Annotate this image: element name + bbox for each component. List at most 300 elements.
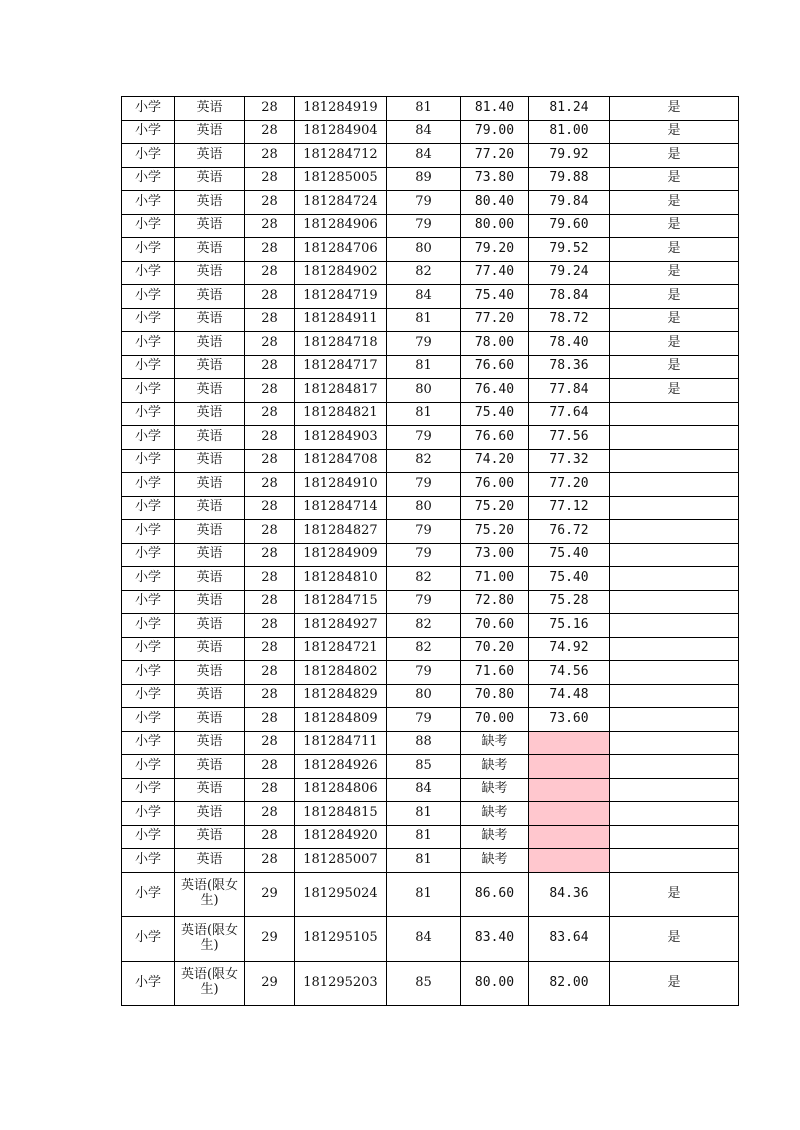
exam-id-cell: 181284902 (295, 261, 387, 285)
position-code-cell: 28 (245, 308, 295, 332)
written-score-cell: 84 (387, 120, 461, 144)
qualified-cell (610, 731, 739, 755)
position-code-cell: 28 (245, 214, 295, 238)
table-row (122, 567, 739, 591)
table-row (122, 355, 739, 379)
interview-score-cell: 75.20 (461, 496, 529, 520)
exam-id-cell: 181284821 (295, 402, 387, 426)
exam-id-cell: 181284802 (295, 661, 387, 685)
interview-score-cell: 77.40 (461, 261, 529, 285)
table-row (122, 308, 739, 332)
total-score-cell: 77.32 (529, 449, 610, 473)
table-row (122, 637, 739, 661)
position-code-cell: 28 (245, 661, 295, 685)
interview-score-cell: 79.20 (461, 238, 529, 262)
interview-score-cell: 71.60 (461, 661, 529, 685)
interview-score-cell: 缺考 (461, 755, 529, 779)
written-score-cell: 81 (387, 402, 461, 426)
subject-cell: 英语 (175, 120, 245, 144)
exam-id-cell: 181284817 (295, 379, 387, 403)
qualified-cell: 是 (610, 120, 739, 144)
interview-score-cell: 76.00 (461, 473, 529, 497)
qualified-cell: 是 (610, 379, 739, 403)
interview-score-cell: 70.00 (461, 708, 529, 732)
qualified-cell (610, 449, 739, 473)
table-row (122, 849, 739, 873)
total-score-cell: 79.92 (529, 144, 610, 168)
total-score-cell: 79.84 (529, 191, 610, 215)
qualified-cell (610, 520, 739, 544)
table-row (122, 872, 739, 917)
exam-id-cell: 181285007 (295, 849, 387, 873)
table-row (122, 802, 739, 826)
total-score-cell: 77.12 (529, 496, 610, 520)
table-row (122, 590, 739, 614)
subject-cell: 英语 (175, 684, 245, 708)
written-score-cell: 79 (387, 214, 461, 238)
interview-score-cell: 70.60 (461, 614, 529, 638)
level-cell: 小学 (122, 825, 175, 849)
total-score-cell: 79.24 (529, 261, 610, 285)
written-score-cell: 80 (387, 379, 461, 403)
written-score-cell: 80 (387, 238, 461, 262)
total-score-cell: 78.84 (529, 285, 610, 309)
level-cell: 小学 (122, 167, 175, 191)
interview-score-cell: 71.00 (461, 567, 529, 591)
position-code-cell: 28 (245, 449, 295, 473)
table-row (122, 614, 739, 638)
subject-cell: 英语 (175, 520, 245, 544)
exam-id-cell: 181295024 (295, 872, 387, 917)
exam-id-cell: 181284827 (295, 520, 387, 544)
written-score-cell: 81 (387, 308, 461, 332)
qualified-cell (610, 778, 739, 802)
table-row (122, 755, 739, 779)
interview-score-cell: 75.40 (461, 402, 529, 426)
table-row (122, 731, 739, 755)
subject-cell: 英语 (175, 308, 245, 332)
level-cell: 小学 (122, 731, 175, 755)
written-score-cell: 79 (387, 191, 461, 215)
subject-cell: 英语 (175, 543, 245, 567)
exam-id-cell: 181284920 (295, 825, 387, 849)
table-row (122, 473, 739, 497)
position-code-cell: 28 (245, 332, 295, 356)
total-score-cell (529, 755, 610, 779)
qualified-cell: 是 (610, 285, 739, 309)
written-score-cell: 80 (387, 684, 461, 708)
qualified-cell: 是 (610, 144, 739, 168)
table-row (122, 449, 739, 473)
total-score-cell: 78.72 (529, 308, 610, 332)
written-score-cell: 85 (387, 961, 461, 1006)
table-row (122, 238, 739, 262)
written-score-cell: 79 (387, 332, 461, 356)
interview-score-cell: 80.00 (461, 961, 529, 1006)
qualified-cell (610, 402, 739, 426)
qualified-cell: 是 (610, 355, 739, 379)
exam-id-cell: 181284911 (295, 308, 387, 332)
exam-id-cell: 181284719 (295, 285, 387, 309)
table-row (122, 144, 739, 168)
subject-cell: 英语 (175, 191, 245, 215)
score-table (121, 96, 739, 1006)
interview-score-cell: 86.60 (461, 872, 529, 917)
qualified-cell: 是 (610, 167, 739, 191)
exam-id-cell: 181284708 (295, 449, 387, 473)
qualified-cell (610, 590, 739, 614)
position-code-cell: 28 (245, 731, 295, 755)
level-cell: 小学 (122, 97, 175, 121)
subject-cell: 英语 (175, 637, 245, 661)
total-score-cell: 75.28 (529, 590, 610, 614)
interview-score-cell: 73.80 (461, 167, 529, 191)
total-score-cell (529, 731, 610, 755)
qualified-cell (610, 614, 739, 638)
position-code-cell: 28 (245, 238, 295, 262)
subject-cell: 英语 (175, 849, 245, 873)
position-code-cell: 28 (245, 590, 295, 614)
written-score-cell: 81 (387, 825, 461, 849)
level-cell: 小学 (122, 238, 175, 262)
exam-id-cell: 181284711 (295, 731, 387, 755)
position-code-cell: 28 (245, 97, 295, 121)
interview-score-cell: 缺考 (461, 825, 529, 849)
level-cell: 小学 (122, 496, 175, 520)
interview-score-cell: 79.00 (461, 120, 529, 144)
exam-id-cell: 181295203 (295, 961, 387, 1006)
level-cell: 小学 (122, 849, 175, 873)
table-row (122, 426, 739, 450)
subject-cell: 英语 (175, 473, 245, 497)
level-cell: 小学 (122, 191, 175, 215)
position-code-cell: 28 (245, 261, 295, 285)
exam-id-cell: 181285005 (295, 167, 387, 191)
interview-score-cell: 缺考 (461, 802, 529, 826)
table-row (122, 120, 739, 144)
written-score-cell: 89 (387, 167, 461, 191)
written-score-cell: 84 (387, 144, 461, 168)
total-score-cell: 75.40 (529, 567, 610, 591)
exam-id-cell: 181284927 (295, 614, 387, 638)
qualified-cell (610, 708, 739, 732)
table-row (122, 661, 739, 685)
written-score-cell: 81 (387, 97, 461, 121)
qualified-cell (610, 637, 739, 661)
subject-cell: 英语 (175, 449, 245, 473)
written-score-cell: 81 (387, 849, 461, 873)
table-body (122, 97, 739, 1006)
position-code-cell: 28 (245, 191, 295, 215)
total-score-cell: 77.64 (529, 402, 610, 426)
qualified-cell (610, 567, 739, 591)
position-code-cell: 28 (245, 355, 295, 379)
level-cell: 小学 (122, 379, 175, 403)
written-score-cell: 82 (387, 637, 461, 661)
level-cell: 小学 (122, 449, 175, 473)
written-score-cell: 79 (387, 543, 461, 567)
exam-id-cell: 181284712 (295, 144, 387, 168)
written-score-cell: 85 (387, 755, 461, 779)
total-score-cell: 74.56 (529, 661, 610, 685)
table-row (122, 332, 739, 356)
total-score-cell: 78.36 (529, 355, 610, 379)
exam-id-cell: 181284910 (295, 473, 387, 497)
qualified-cell: 是 (610, 308, 739, 332)
subject-cell: 英语 (175, 261, 245, 285)
subject-cell: 英语 (175, 167, 245, 191)
level-cell: 小学 (122, 567, 175, 591)
interview-score-cell: 81.40 (461, 97, 529, 121)
written-score-cell: 82 (387, 261, 461, 285)
interview-score-cell: 83.40 (461, 917, 529, 962)
level-cell: 小学 (122, 708, 175, 732)
written-score-cell: 84 (387, 285, 461, 309)
subject-cell: 英语(限女生) (175, 872, 245, 917)
position-code-cell: 28 (245, 496, 295, 520)
subject-cell: 英语 (175, 238, 245, 262)
level-cell: 小学 (122, 661, 175, 685)
total-score-cell: 81.00 (529, 120, 610, 144)
written-score-cell: 79 (387, 590, 461, 614)
table-row (122, 97, 739, 121)
qualified-cell: 是 (610, 917, 739, 962)
level-cell: 小学 (122, 402, 175, 426)
position-code-cell: 28 (245, 708, 295, 732)
exam-id-cell: 181284809 (295, 708, 387, 732)
position-code-cell: 28 (245, 120, 295, 144)
subject-cell: 英语 (175, 285, 245, 309)
subject-cell: 英语 (175, 332, 245, 356)
total-score-cell: 77.84 (529, 379, 610, 403)
qualified-cell (610, 755, 739, 779)
exam-id-cell: 181284919 (295, 97, 387, 121)
written-score-cell: 82 (387, 614, 461, 638)
total-score-cell: 79.88 (529, 167, 610, 191)
position-code-cell: 28 (245, 285, 295, 309)
level-cell: 小学 (122, 543, 175, 567)
total-score-cell: 74.48 (529, 684, 610, 708)
exam-id-cell: 181284724 (295, 191, 387, 215)
level-cell: 小学 (122, 308, 175, 332)
written-score-cell: 79 (387, 426, 461, 450)
table-row (122, 778, 739, 802)
qualified-cell: 是 (610, 961, 739, 1006)
qualified-cell (610, 661, 739, 685)
table-row (122, 684, 739, 708)
qualified-cell (610, 849, 739, 873)
qualified-cell: 是 (610, 238, 739, 262)
interview-score-cell: 75.40 (461, 285, 529, 309)
written-score-cell: 84 (387, 917, 461, 962)
total-score-cell (529, 802, 610, 826)
exam-id-cell: 181284806 (295, 778, 387, 802)
subject-cell: 英语 (175, 802, 245, 826)
total-score-cell: 77.56 (529, 426, 610, 450)
position-code-cell: 28 (245, 520, 295, 544)
level-cell: 小学 (122, 426, 175, 450)
position-code-cell: 28 (245, 802, 295, 826)
qualified-cell (610, 496, 739, 520)
position-code-cell: 29 (245, 961, 295, 1006)
level-cell: 小学 (122, 872, 175, 917)
subject-cell: 英语 (175, 614, 245, 638)
level-cell: 小学 (122, 778, 175, 802)
total-score-cell (529, 849, 610, 873)
written-score-cell: 79 (387, 708, 461, 732)
written-score-cell: 80 (387, 496, 461, 520)
interview-score-cell: 77.20 (461, 144, 529, 168)
exam-id-cell: 181295105 (295, 917, 387, 962)
position-code-cell: 28 (245, 825, 295, 849)
written-score-cell: 79 (387, 661, 461, 685)
table-row (122, 285, 739, 309)
position-code-cell: 28 (245, 144, 295, 168)
subject-cell: 英语 (175, 590, 245, 614)
total-score-cell: 75.16 (529, 614, 610, 638)
position-code-cell: 29 (245, 917, 295, 962)
position-code-cell: 28 (245, 614, 295, 638)
interview-score-cell: 80.40 (461, 191, 529, 215)
interview-score-cell: 缺考 (461, 778, 529, 802)
position-code-cell: 28 (245, 849, 295, 873)
subject-cell: 英语 (175, 496, 245, 520)
exam-id-cell: 181284715 (295, 590, 387, 614)
written-score-cell: 82 (387, 567, 461, 591)
exam-id-cell: 181284903 (295, 426, 387, 450)
subject-cell: 英语 (175, 731, 245, 755)
level-cell: 小学 (122, 261, 175, 285)
interview-score-cell: 72.80 (461, 590, 529, 614)
total-score-cell: 73.60 (529, 708, 610, 732)
level-cell: 小学 (122, 614, 175, 638)
written-score-cell: 82 (387, 449, 461, 473)
exam-id-cell: 181284904 (295, 120, 387, 144)
total-score-cell: 82.00 (529, 961, 610, 1006)
total-score-cell: 75.40 (529, 543, 610, 567)
position-code-cell: 28 (245, 567, 295, 591)
qualified-cell (610, 825, 739, 849)
exam-id-cell: 181284717 (295, 355, 387, 379)
subject-cell: 英语 (175, 144, 245, 168)
total-score-cell: 79.52 (529, 238, 610, 262)
interview-score-cell: 73.00 (461, 543, 529, 567)
subject-cell: 英语 (175, 825, 245, 849)
position-code-cell: 28 (245, 684, 295, 708)
subject-cell: 英语(限女生) (175, 961, 245, 1006)
written-score-cell: 81 (387, 355, 461, 379)
subject-cell: 英语 (175, 355, 245, 379)
level-cell: 小学 (122, 520, 175, 544)
subject-cell: 英语 (175, 755, 245, 779)
total-score-cell: 77.20 (529, 473, 610, 497)
exam-id-cell: 181284718 (295, 332, 387, 356)
written-score-cell: 81 (387, 872, 461, 917)
qualified-cell: 是 (610, 872, 739, 917)
total-score-cell: 78.40 (529, 332, 610, 356)
position-code-cell: 28 (245, 755, 295, 779)
qualified-cell (610, 543, 739, 567)
written-score-cell: 84 (387, 778, 461, 802)
level-cell: 小学 (122, 917, 175, 962)
position-code-cell: 28 (245, 778, 295, 802)
interview-score-cell: 76.60 (461, 355, 529, 379)
interview-score-cell: 80.00 (461, 214, 529, 238)
written-score-cell: 79 (387, 520, 461, 544)
exam-id-cell: 181284815 (295, 802, 387, 826)
interview-score-cell: 76.40 (461, 379, 529, 403)
interview-score-cell: 74.20 (461, 449, 529, 473)
qualified-cell (610, 684, 739, 708)
exam-id-cell: 181284909 (295, 543, 387, 567)
table-row (122, 402, 739, 426)
exam-id-cell: 181284706 (295, 238, 387, 262)
level-cell: 小学 (122, 473, 175, 497)
exam-id-cell: 181284926 (295, 755, 387, 779)
level-cell: 小学 (122, 120, 175, 144)
interview-score-cell: 77.20 (461, 308, 529, 332)
level-cell: 小学 (122, 355, 175, 379)
interview-score-cell: 76.60 (461, 426, 529, 450)
qualified-cell: 是 (610, 214, 739, 238)
exam-id-cell: 181284829 (295, 684, 387, 708)
position-code-cell: 28 (245, 167, 295, 191)
exam-id-cell: 181284810 (295, 567, 387, 591)
qualified-cell: 是 (610, 97, 739, 121)
level-cell: 小学 (122, 590, 175, 614)
table-row (122, 825, 739, 849)
table-row (122, 917, 739, 962)
table-row (122, 543, 739, 567)
level-cell: 小学 (122, 802, 175, 826)
total-score-cell (529, 825, 610, 849)
level-cell: 小学 (122, 285, 175, 309)
total-score-cell: 81.24 (529, 97, 610, 121)
table-row (122, 520, 739, 544)
level-cell: 小学 (122, 332, 175, 356)
qualified-cell: 是 (610, 191, 739, 215)
qualified-cell (610, 426, 739, 450)
total-score-cell: 83.64 (529, 917, 610, 962)
position-code-cell: 28 (245, 543, 295, 567)
position-code-cell: 28 (245, 402, 295, 426)
table-row (122, 961, 739, 1006)
exam-id-cell: 181284714 (295, 496, 387, 520)
written-score-cell: 79 (387, 473, 461, 497)
subject-cell: 英语 (175, 379, 245, 403)
table-row (122, 191, 739, 215)
table-row (122, 708, 739, 732)
level-cell: 小学 (122, 144, 175, 168)
subject-cell: 英语 (175, 778, 245, 802)
position-code-cell: 28 (245, 379, 295, 403)
total-score-cell (529, 778, 610, 802)
table-row (122, 496, 739, 520)
subject-cell: 英语(限女生) (175, 917, 245, 962)
written-score-cell: 81 (387, 802, 461, 826)
position-code-cell: 28 (245, 426, 295, 450)
subject-cell: 英语 (175, 567, 245, 591)
total-score-cell: 79.60 (529, 214, 610, 238)
total-score-cell: 76.72 (529, 520, 610, 544)
subject-cell: 英语 (175, 214, 245, 238)
position-code-cell: 29 (245, 872, 295, 917)
total-score-cell: 84.36 (529, 872, 610, 917)
written-score-cell: 88 (387, 731, 461, 755)
qualified-cell (610, 473, 739, 497)
table-row (122, 214, 739, 238)
interview-score-cell: 缺考 (461, 849, 529, 873)
